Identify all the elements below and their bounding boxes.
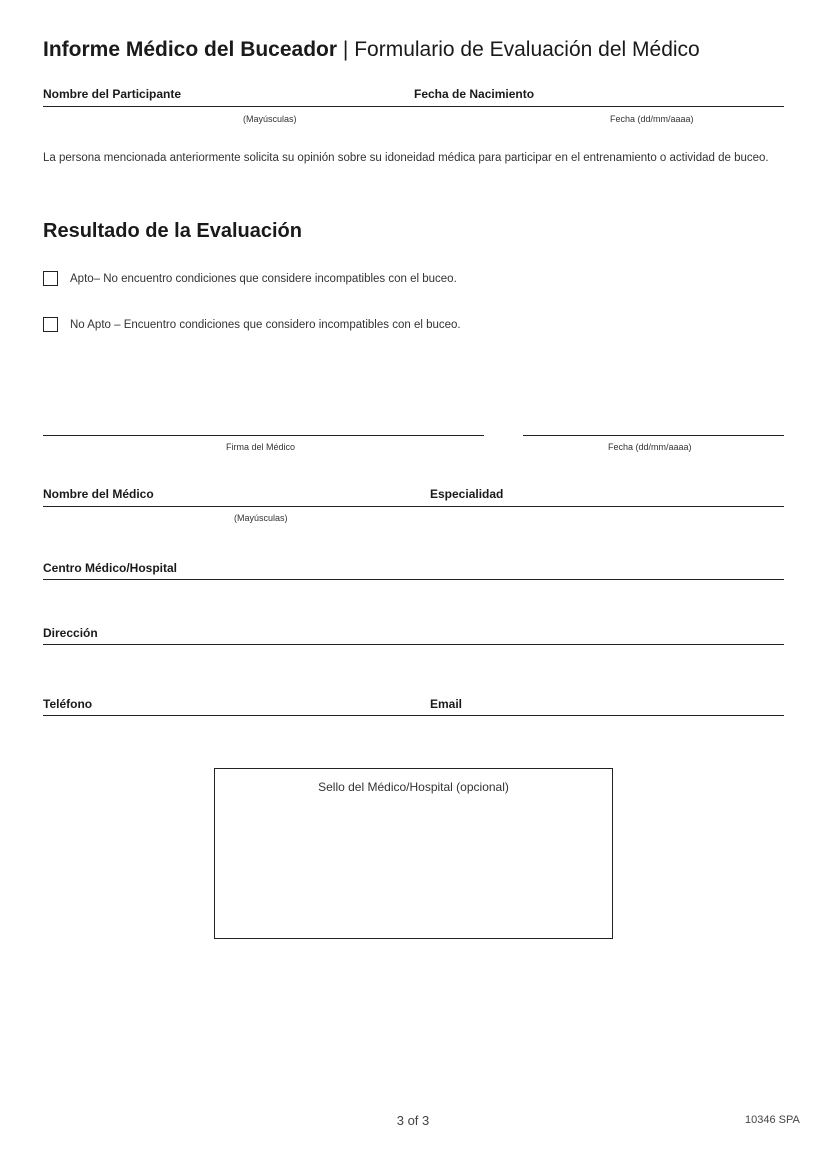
physician-line[interactable]	[43, 506, 784, 507]
intro-paragraph: La persona mencionada anteriormente solicita su opinión sobre su idoneidad médica para participar en el entrenamiento o actividad de buceo.	[43, 152, 769, 164]
physician-name-hint: (Mayúsculas)	[234, 513, 288, 523]
phone-label: Teléfono	[43, 697, 93, 711]
birth-date-hint: Fecha (dd/mm/aaaa)	[610, 114, 694, 124]
participant-line[interactable]	[43, 106, 784, 107]
specialty-label: Especialidad	[430, 487, 504, 501]
title-separator: |	[342, 38, 349, 61]
contact-line[interactable]	[43, 715, 784, 716]
page-number: 3 of 3	[396, 1113, 430, 1128]
email-label: Email	[430, 697, 463, 711]
physician-name-label: Nombre del Médico	[43, 487, 154, 501]
fit-checkbox[interactable]	[43, 271, 58, 286]
signature-line[interactable]	[43, 435, 484, 436]
birth-date-label: Fecha de Nacimiento	[414, 87, 535, 101]
option-fit[interactable]	[43, 271, 457, 286]
signature-date-hint: Fecha (dd/mm/aaaa)	[608, 442, 692, 452]
fit-label: Apto– No encuentro condiciones que considere incompatibles con el buceo.	[70, 272, 457, 285]
signature-hint: Firma del Médico	[226, 442, 296, 452]
unfit-checkbox[interactable]	[43, 317, 58, 332]
page-title	[43, 38, 700, 62]
option-unfit[interactable]	[43, 317, 461, 332]
title-subtitle: Formulario de Evaluación del Médico	[354, 38, 700, 61]
address-line[interactable]	[43, 644, 784, 645]
unfit-label: No Apto – Encuentro condiciones que considero incompatibles con el buceo.	[70, 318, 461, 331]
participant-name-hint: (Mayúsculas)	[243, 114, 297, 124]
stamp-label: Sello del Médico/Hospital (opcional)	[318, 780, 509, 794]
clinic-line[interactable]	[43, 579, 784, 580]
participant-name-label: Nombre del Participante	[43, 87, 182, 101]
clinic-label: Centro Médico/Hospital	[43, 561, 178, 575]
address-label: Dirección	[43, 626, 98, 640]
stamp-box	[214, 768, 613, 939]
evaluation-heading: Resultado de la Evaluación	[43, 220, 302, 242]
title-bold: Informe Médico del Buceador	[43, 38, 338, 61]
form-code: 10346 SPA	[745, 1114, 800, 1126]
signature-date-line[interactable]	[523, 435, 784, 436]
